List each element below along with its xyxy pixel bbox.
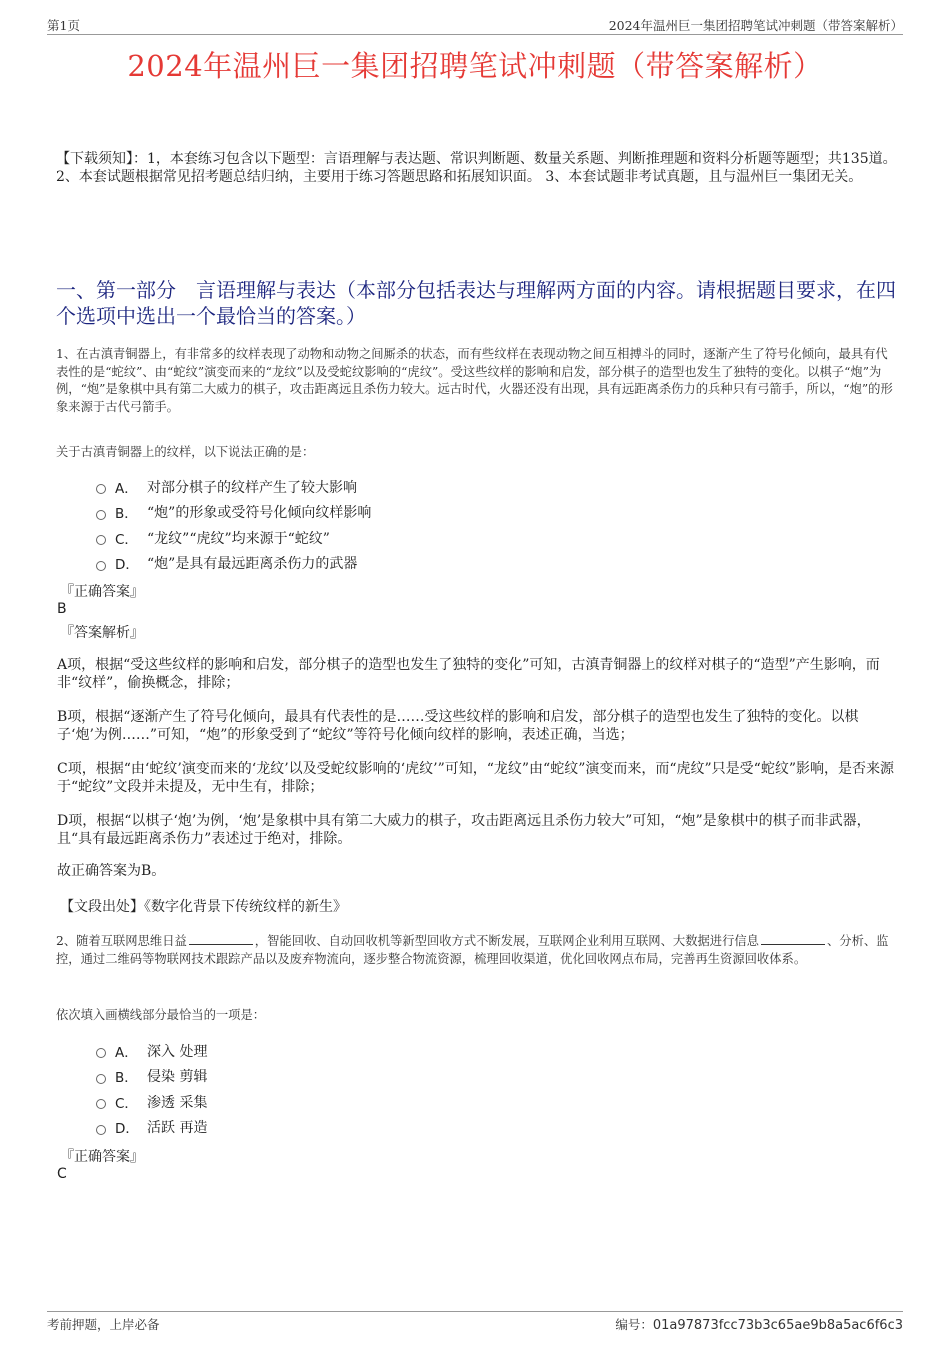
- q2-prompt: 依次填入画横线部分最恰当的一项是：: [56, 1008, 266, 1022]
- page-footer: [47, 1311, 903, 1334]
- q1-option-d[interactable]: D． “炮”是具有最远距离杀伤力的武器: [96, 551, 796, 577]
- q2-option-d[interactable]: D． 活跃 再造: [96, 1115, 796, 1141]
- radio-icon[interactable]: [96, 1099, 106, 1109]
- fill-blank: [189, 933, 253, 945]
- q2-options: [96, 1038, 796, 1140]
- q1-explain-a: A项，根据“受这些纹样的影响和启发，部分棋子的造型也发生了独特的变化”可知，古滇青铜器上的纹样对棋子的“造型”产生影响，而非“纹样”，偷换概念，排除；: [57, 657, 880, 691]
- radio-icon[interactable]: [96, 1074, 106, 1084]
- q1-option-a[interactable]: A． 对部分棋子的纹样产生了较大影响: [96, 474, 796, 500]
- q1-prompt: 关于古滇青铜器上的纹样，以下说法正确的是：: [56, 445, 315, 459]
- radio-icon[interactable]: [96, 484, 106, 494]
- q1-option-c[interactable]: C． “龙纹”“虎纹”均来源于“蛇纹”: [96, 525, 796, 551]
- radio-icon[interactable]: [96, 510, 106, 520]
- q1-explain-label: 『答案解析』: [60, 625, 144, 641]
- radio-icon[interactable]: [96, 1125, 106, 1135]
- q1-stem: 1、在古滇青铜器上，有非常多的纹样表现了动物和动物之间厮杀的状态，而有些纹样在表现动物之间互相搏斗的同时，逐渐产生了符号化倾向，最具有代表性的是“蛇纹”、由“蛇纹”演变而来的“龙纹”以及受蛇纹影响的“虎纹”。受这些纹样的影响和启发，部分棋子的造型也发生了独特的变化。以棋子“炮”为例，“炮”是象棋中具有第二大威力的棋子，攻击距离远且杀伤力较大。远古时代，火器还没有出现，具有远距离杀伤力的兵种只有弓箭手，所以，“炮”的形象来源于古代弓箭手。: [56, 347, 893, 414]
- radio-icon[interactable]: [96, 535, 106, 545]
- radio-icon[interactable]: [96, 1048, 106, 1058]
- q1-answer: B: [57, 601, 67, 617]
- q2-answer-label: 『正确答案』: [60, 1149, 144, 1165]
- q2-option-b[interactable]: B． 侵染 剪辑: [96, 1064, 796, 1090]
- q2-option-a[interactable]: A． 深入 处理: [96, 1038, 796, 1064]
- q1-answer-label: 『正确答案』: [60, 584, 144, 600]
- q1-source: 【文段出处】《数字化背景下传统纹样的新生》: [60, 899, 347, 915]
- q1-explain-d: D项，根据“以棋子‘炮’为例，‘炮’是象棋中具有第二大威力的棋子，攻击距离远且杀伤力较大”可知，“炮”是象棋中的棋子而非武器，且“具有最远距离杀伤力”表述过于绝对，排除。: [57, 813, 871, 847]
- page-number: 第1页: [47, 18, 80, 33]
- q2-answer: C: [57, 1166, 67, 1182]
- header-doc-title: 2024年温州巨一集团招聘笔试冲刺题（带答案解析）: [608, 18, 903, 33]
- q1-options: [96, 474, 796, 576]
- q1-option-b[interactable]: B． “炮”的形象或受符号化倾向纹样影响: [96, 500, 796, 526]
- q1-explain-b: B项，根据“逐渐产生了符号化倾向，最具有代表性的是……受这些纹样的影响和启发，部分棋子的造型也发生了独特的变化。以棋子‘炮’为例……”可知，“炮”的形象受到了“蛇纹”等符号化倾向纹样的影响，表述正确，当选；: [57, 709, 859, 743]
- q1-conclusion: 故正确答案为B。: [57, 863, 166, 879]
- radio-icon[interactable]: [96, 561, 106, 571]
- download-notice: 【下载须知】：1，本套练习包含以下题型：言语理解与表达题、常识判断题、数量关系题、判断推理题和资料分析题等题型；共135道。 2、本套试题根据常见招考题总结归纳，主要用于练习答题思路和拓展知识面。 3、本套试题非考试真题，且与温州巨一集团无关。: [56, 151, 897, 185]
- page-header: [47, 14, 903, 35]
- q1-explain-c: C项，根据“由‘蛇纹’演变而来的‘龙纹’以及受蛇纹影响的‘虎纹’”可知，“龙纹”由“蛇纹”演变而来，而“虎纹”只是受“蛇纹”影响，是否来源于“蛇纹”文段并未提及，无中生有，排除；: [57, 761, 894, 795]
- footer-code: 编号：01a97873fcc73b3c65ae9b8a5ac6f6c3: [615, 1317, 903, 1333]
- q2-option-c[interactable]: C． 渗透 采集: [96, 1089, 796, 1115]
- footer-slogan: 考前押题，上岸必备: [47, 1317, 160, 1332]
- section-heading: 一、第一部分 言语理解与表达（本部分包括表达与理解两方面的内容。请根据题目要求，在四个选项中选出一个最恰当的答案。）: [56, 278, 896, 328]
- fill-blank: [761, 933, 825, 945]
- document-title: 2024年温州巨一集团招聘笔试冲刺题（带答案解析）: [127, 49, 823, 83]
- q2-stem: 2、随着互联网思维日益 ，智能回收、自动回收机等新型回收方式不断发展，互联网企业利用互联网、大数据进行信息 、分析、监控，通过二维码等物联网技术跟踪产品以及废弃物流向，逐步整合物流资源，梳理回收渠道，优化回收网点布局，完善再生资源回收体系。: [56, 934, 889, 966]
